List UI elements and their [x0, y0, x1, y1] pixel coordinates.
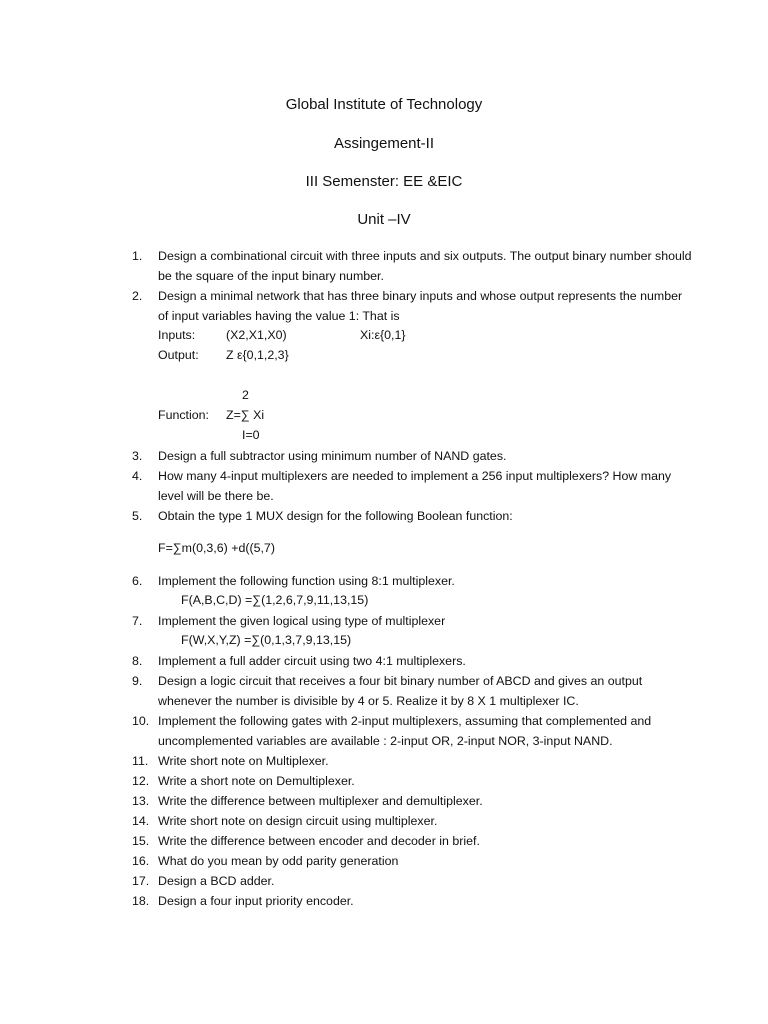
question-item: 7. Implement the given logical using type of multiplexer	[132, 614, 446, 628]
q7-formula: F(W,X,Y,Z) =∑(0,1,3,7,9,13,15)	[181, 633, 352, 647]
function-value: Z=∑ Xi	[226, 408, 265, 422]
semester-title: III Semenster: EE &EIC	[305, 173, 463, 190]
function-subscript: I=0	[242, 428, 260, 442]
q6-formula: F(A,B,C,D) =∑(1,2,6,7,9,11,13,15)	[181, 593, 369, 607]
q5-formula: F=∑m(0,3,6) +d((5,7)	[158, 541, 275, 555]
question-item: 3. Design a full subtractor using minimum number of NAND gates.	[132, 449, 507, 463]
question-item: 8. Implement a full adder circuit using two 4:1 multiplexers.	[132, 654, 466, 668]
question-item: 4. How many 4-input multiplexers are needed to implement a 256 input multiplexers? How many level will be there be.	[132, 469, 672, 503]
question-item: 9. Design a logic circuit that receives a four bit binary number of ABCD and gives an output whenever the number is divisible by 4 or 5. Realize it by 8 X 1 multiplexer IC.	[132, 674, 643, 708]
question-item: 2. Design a minimal network that has three binary inputs and whose output represents the number of input variables having the value 1: That is	[132, 289, 683, 323]
question-item: 12. Write a short note on Demultiplexer.	[132, 774, 355, 788]
output-value: Z ε{0,1,2,3}	[226, 348, 289, 362]
question-item: 5. Obtain the type 1 MUX design for the following Boolean function:	[132, 509, 513, 523]
unit-title: Unit –IV	[357, 211, 411, 228]
question-item: 16. What do you mean by odd parity generation	[132, 854, 399, 868]
question-item: 18. Design a four input priority encoder.	[132, 894, 354, 908]
function-superscript: 2	[242, 388, 249, 402]
question-item: 15. Write the difference between encoder and decoder in brief.	[132, 834, 480, 848]
question-item: 17. Design a BCD adder.	[132, 874, 275, 888]
inputs-value: (X2,X1,X0)	[226, 328, 287, 342]
output-label: Output:	[158, 348, 199, 362]
question-item: 13. Write the difference between multiplexer and demultiplexer.	[132, 794, 483, 808]
assignment-title: Assingement-II	[333, 135, 435, 152]
question-item: 6. Implement the following function using 8:1 multiplexer.	[132, 574, 455, 588]
question-item: 14. Write short note on design circuit using multiplexer.	[132, 814, 438, 828]
inputs-label: Inputs:	[158, 328, 196, 342]
function-label: Function:	[158, 408, 209, 422]
question-item: 10. Implement the following gates with 2-input multiplexers, assuming that complemented and uncomplemented variables are available : 2-input OR, 2-input NOR, 3-input NAND.	[132, 714, 652, 748]
question-item: 1. Design a combinational circuit with three inputs and six outputs. The output binary number should be the square of the input binary number.	[132, 249, 692, 283]
question-item: 11. Write short note on Multiplexer.	[132, 754, 329, 768]
institute-title: Global Institute of Technology	[285, 96, 483, 113]
inputs-domain: Xi:ε{0,1}	[360, 328, 406, 342]
